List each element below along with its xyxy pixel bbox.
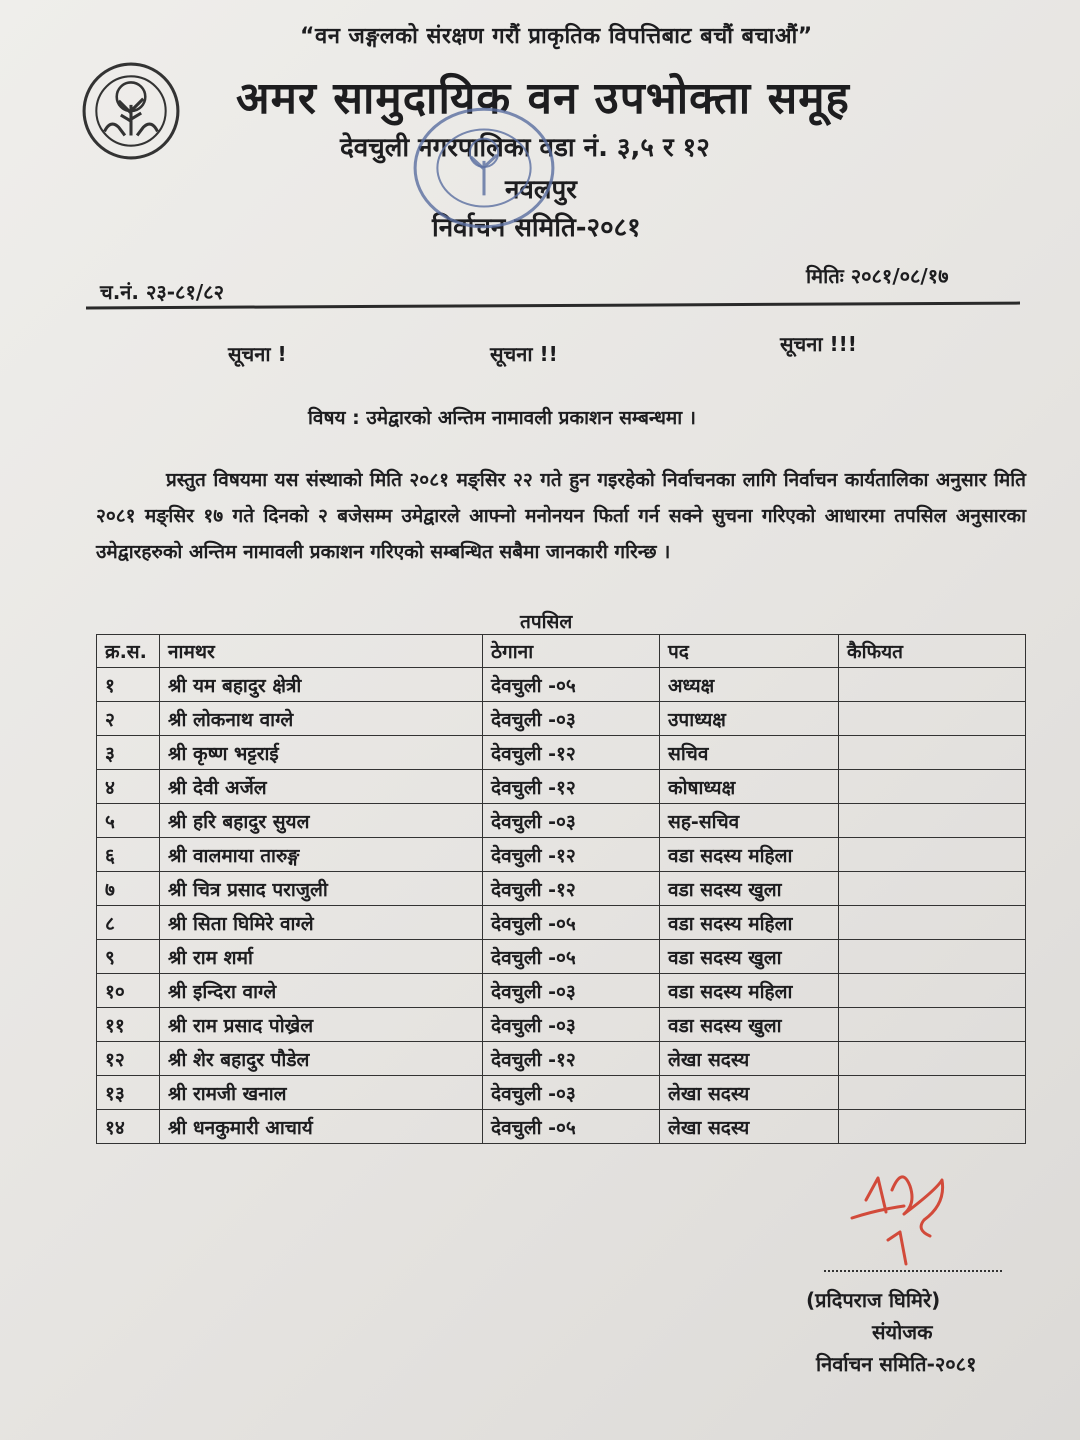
post-cell: वडा सदस्य खुला (660, 1008, 839, 1042)
signature-line (824, 1270, 1002, 1272)
table-body (97, 668, 1026, 1144)
table-row (97, 872, 1026, 906)
address-cell: देवचुली -१२ (483, 872, 660, 906)
table-row (97, 736, 1026, 770)
table-row (97, 1008, 1026, 1042)
address-cell: देवचुली -१२ (483, 736, 660, 770)
column-header-post: पद (660, 635, 839, 668)
subject-line: विषय : उमेद्वारको अन्तिम नामावली प्रकाशन सम्बन्धमा । (308, 407, 696, 429)
name-cell: श्री चित्र प्रसाद पराजुली (160, 872, 483, 906)
serial-cell: १ (97, 668, 160, 702)
post-cell: वडा सदस्य महिला (660, 974, 839, 1008)
name-cell: श्री राम प्रसाद पोख्रेल (160, 1008, 483, 1042)
name-cell: श्री वालमाया तारुङ्ग (160, 838, 483, 872)
remarks-cell (839, 1042, 1026, 1076)
serial-cell: ८ (97, 906, 160, 940)
signer-name: (प्रदिपराज घिमिरे) (806, 1288, 941, 1312)
organization-name: अमर सामुदायिक वन उपभोक्ता समूह (236, 73, 850, 124)
remarks-cell (839, 1008, 1026, 1042)
remarks-cell (839, 804, 1026, 838)
name-cell: श्री राम शर्मा (160, 940, 483, 974)
reference-number: च.नं. २३-८१/८२ (100, 280, 224, 304)
notice-heading-3: सूचना !!! (780, 332, 857, 356)
address-cell: देवचुली -०५ (483, 668, 660, 702)
serial-cell: १२ (97, 1042, 160, 1076)
table-row (97, 668, 1026, 702)
name-cell: श्री सिता घिमिरे वाग्ले (160, 906, 483, 940)
address-cell: देवचुली -१२ (483, 770, 660, 804)
organization-logo-icon (80, 60, 182, 162)
serial-cell: ११ (97, 1008, 160, 1042)
table-row (97, 1042, 1026, 1076)
table-row (97, 1110, 1026, 1144)
remarks-cell (839, 974, 1026, 1008)
address-cell: देवचुली -०३ (483, 804, 660, 838)
post-cell: वडा सदस्य खुला (660, 872, 839, 906)
signature-mark (846, 1160, 966, 1270)
column-header-remarks: कैफियत (839, 635, 1026, 668)
address-cell: देवचुली -०३ (483, 974, 660, 1008)
remarks-cell (839, 940, 1026, 974)
notice-date: मितिः २०८१/०८/१७ (806, 264, 949, 288)
post-cell: लेखा सदस्य (660, 1042, 839, 1076)
table-header-row (97, 635, 1026, 668)
serial-cell: ७ (97, 872, 160, 906)
column-header-serial: क्र.स. (97, 635, 160, 668)
post-cell: वडा सदस्य खुला (660, 940, 839, 974)
table-row (97, 974, 1026, 1008)
committee-name: निर्वाचन समिति-२०८१ (432, 213, 641, 243)
serial-cell: ५ (97, 804, 160, 838)
address-cell: देवचुली -०३ (483, 1076, 660, 1110)
post-cell: सचिव (660, 736, 839, 770)
body-paragraph: प्रस्तुत विषयमा यस संस्थाको मिति २०८१ मङ्सिर २२ गते हुन गइरहेको निर्वाचनका लागि निर्वाचन कार्यतालिका अनुसार मिति २०८१ मङ्सिर १७ गते दिनको २ बजेसम्म उमेद्वारले आफ्नो मनोनयन फिर्ता गर्न सक्ने सुचना गरिएको आधारमा तपसिल अनुसारका उमेद्वारहरुको अन्तिम नामावली प्रकाशन गरिएको सम्बन्धित सबैमा जानकारी गरिन्छ । (96, 469, 1026, 563)
remarks-cell (839, 1076, 1026, 1110)
serial-cell: २ (97, 702, 160, 736)
address-cell: देवचुली -०५ (483, 1110, 660, 1144)
post-cell: वडा सदस्य महिला (660, 838, 839, 872)
remarks-cell (839, 906, 1026, 940)
post-cell: लेखा सदस्य (660, 1110, 839, 1144)
name-cell: श्री यम बहादुर क्षेत्री (160, 668, 483, 702)
serial-cell: १४ (97, 1110, 160, 1144)
signer-role: संयोजक (872, 1320, 933, 1344)
table-row (97, 770, 1026, 804)
column-header-address: ठेगाना (483, 635, 660, 668)
name-cell: श्री देवी अर्जेल (160, 770, 483, 804)
table-row (97, 702, 1026, 736)
serial-cell: १० (97, 974, 160, 1008)
table-row (97, 940, 1026, 974)
name-cell: श्री कृष्ण भट्टराई (160, 736, 483, 770)
signer-committee: निर्वाचन समिति-२०८१ (816, 1352, 977, 1376)
remarks-cell (839, 838, 1026, 872)
name-cell: श्री इन्दिरा वाग्ले (160, 974, 483, 1008)
address-cell: देवचुली -०३ (483, 1008, 660, 1042)
address-cell: देवचुली -०३ (483, 702, 660, 736)
notice-heading-2: सूचना !! (490, 342, 558, 366)
address-cell: देवचुली -१२ (483, 838, 660, 872)
organization-address: देवचुली नगरपालिका वडा नं. ३,५ र १२ (340, 133, 710, 163)
table-row (97, 1076, 1026, 1110)
address-cell: देवचुली -०५ (483, 906, 660, 940)
address-cell: देवचुली -०५ (483, 940, 660, 974)
district: नवलपुर (505, 175, 577, 205)
post-cell: वडा सदस्य महिला (660, 906, 839, 940)
table-row (97, 906, 1026, 940)
candidate-table (96, 634, 1026, 1144)
name-cell: श्री धनकुमारी आचार्य (160, 1110, 483, 1144)
name-cell: श्री लोकनाथ वाग्ले (160, 702, 483, 736)
table-caption: तपसिल (520, 611, 573, 633)
name-cell: श्री रामजी खनाल (160, 1076, 483, 1110)
notice-heading-1: सूचना ! (228, 342, 287, 366)
header-divider (86, 302, 1020, 310)
serial-cell: ९ (97, 940, 160, 974)
name-cell: श्री हरि बहादुर सुयल (160, 804, 483, 838)
serial-cell: ४ (97, 770, 160, 804)
slogan: “वन जङ्गलको संरक्षण गरौं प्राकृतिक विपत्तिबाट बचौं बचाऔं” (300, 24, 813, 49)
remarks-cell (839, 872, 1026, 906)
remarks-cell (839, 736, 1026, 770)
post-cell: उपाध्यक्ष (660, 702, 839, 736)
post-cell: कोषाध्यक्ष (660, 770, 839, 804)
remarks-cell (839, 1110, 1026, 1144)
column-header-name: नामथर (160, 635, 483, 668)
serial-cell: १३ (97, 1076, 160, 1110)
remarks-cell (839, 668, 1026, 702)
post-cell: लेखा सदस्य (660, 1076, 839, 1110)
table-row (97, 804, 1026, 838)
name-cell: श्री शेर बहादुर पौडेल (160, 1042, 483, 1076)
serial-cell: ३ (97, 736, 160, 770)
table-row (97, 838, 1026, 872)
post-cell: सह-सचिव (660, 804, 839, 838)
post-cell: अध्यक्ष (660, 668, 839, 702)
serial-cell: ६ (97, 838, 160, 872)
address-cell: देवचुली -१२ (483, 1042, 660, 1076)
stamp-icon (408, 102, 560, 234)
remarks-cell (839, 702, 1026, 736)
remarks-cell (839, 770, 1026, 804)
